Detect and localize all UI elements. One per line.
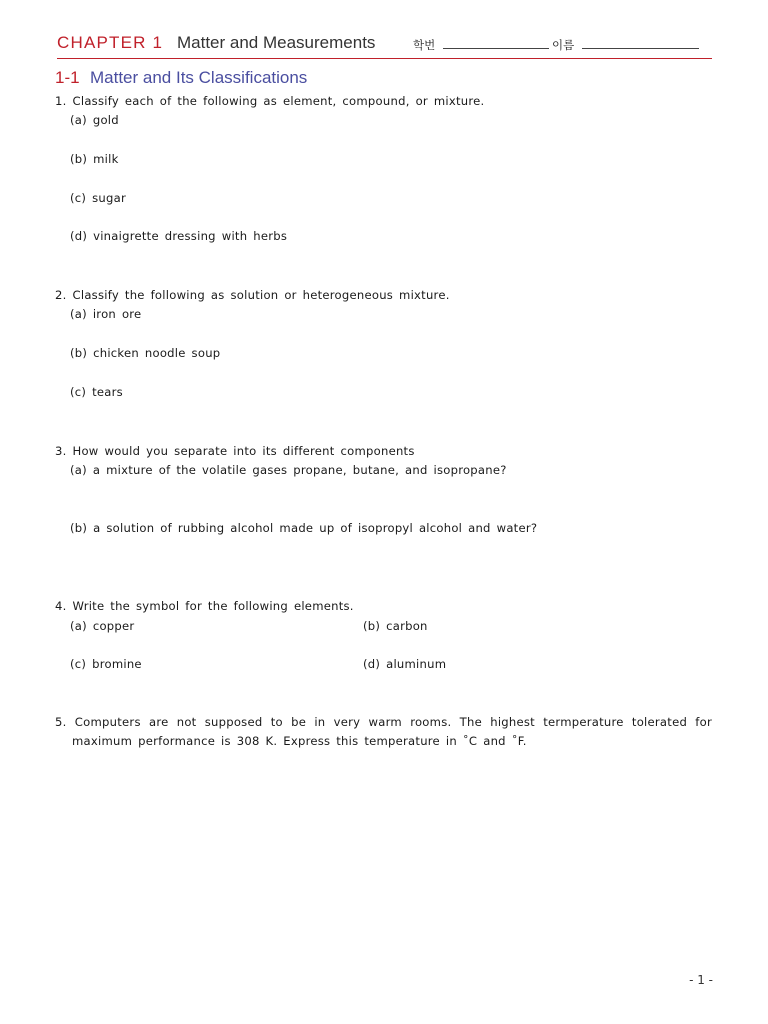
question-2-part-c: (c) tears: [70, 385, 123, 399]
header-divider: [57, 58, 712, 59]
student-id-blank[interactable]: [443, 47, 549, 49]
section-title: Matter and Its Classifications: [90, 68, 308, 87]
question-1-part-c: (c) sugar: [70, 191, 126, 205]
question-4-stem: 4. Write the symbol for the following elements.: [55, 599, 354, 613]
question-4-part-d: (d) aluminum: [363, 657, 447, 671]
question-2-stem: 2. Classify the following as solution or heterogeneous mixture.: [55, 288, 450, 302]
question-3-stem: 3. How would you separate into its different components: [55, 444, 415, 458]
chapter-title: Matter and Measurements: [177, 33, 376, 52]
question-4-part-b: (b) carbon: [363, 619, 428, 633]
student-id-field: [413, 37, 549, 53]
question-4-part-a: (a) copper: [70, 619, 135, 633]
chapter-number: CHAPTER 1: [57, 33, 164, 52]
page-number: - 1 -: [689, 973, 713, 987]
question-1-part-d: (d) vinaigrette dressing with herbs: [70, 229, 288, 243]
name-blank[interactable]: [582, 47, 699, 49]
section-number: 1-1: [55, 68, 80, 87]
question-4-part-c: (c) bromine: [70, 657, 142, 671]
question-1-part-a: (a) gold: [70, 113, 119, 127]
question-3-part-a: (a) a mixture of the volatile gases propane, butane, and isopropane?: [70, 463, 507, 477]
question-5-stem-line-1: 5. Computers are not supposed to be in very warm rooms. The highest termperature tolerated for: [55, 715, 712, 729]
name-field: [552, 37, 699, 53]
question-1-stem: 1. Classify each of the following as element, compound, or mixture.: [55, 94, 485, 108]
question-3-part-b: (b) a solution of rubbing alcohol made up of isopropyl alcohol and water?: [70, 521, 538, 535]
student-id-label: 학번: [413, 38, 436, 52]
question-2-part-b: (b) chicken noodle soup: [70, 346, 221, 360]
question-2-part-a: (a) iron ore: [70, 307, 142, 321]
question-5-stem-line-2: maximum performance is 308 K. Express this temperature in ˚C and ˚F.: [72, 734, 527, 748]
name-label: 이름: [552, 38, 575, 52]
question-1-part-b: (b) milk: [70, 152, 119, 166]
